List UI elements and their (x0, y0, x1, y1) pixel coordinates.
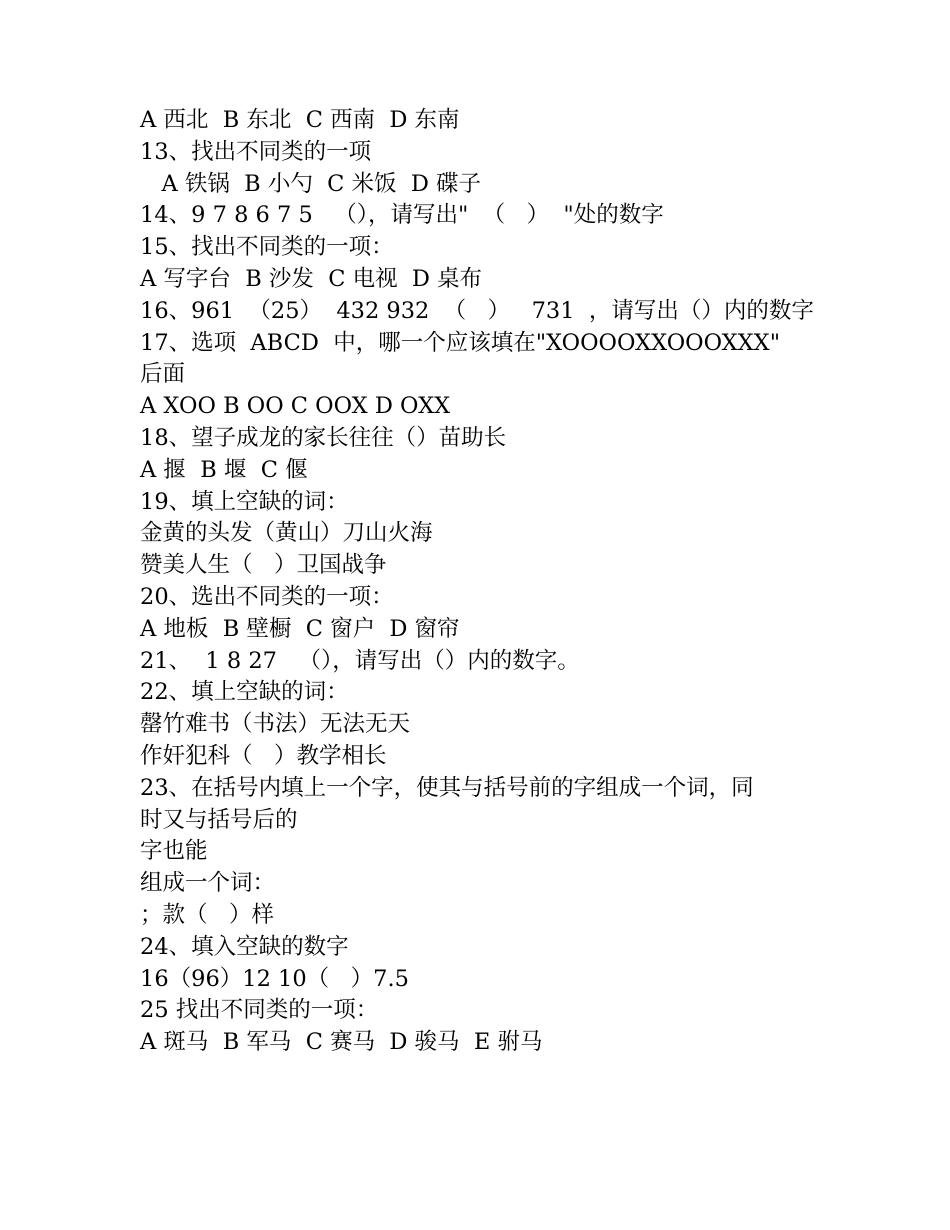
document-body (140, 105, 830, 1059)
question-23-blank: ；款（ ）样 (140, 901, 274, 928)
question-18: 18、望子成龙的家长往往（）苗助长 (140, 424, 507, 451)
question-23-continued-1: 时又与括号后的 (140, 806, 298, 833)
question-19: 19、填上空缺的词： (140, 488, 349, 515)
question-13: 13、找出不同类的一项 (140, 138, 372, 165)
answer-options-line: A 西北 B 东北 C 西南 D 东南 (140, 107, 460, 133)
question-17-options: A XOO B OO C OOX D OXX (140, 393, 451, 420)
question-22-example: 罄竹难书（书法）无法无天 (140, 711, 411, 738)
question-19-blank: 赞美人生（ ）卫国战争 (140, 552, 387, 579)
question-24: 24、填入空缺的数字 (140, 933, 349, 960)
question-23-continued-2: 字也能 (140, 838, 208, 865)
question-17-continued: 后面 (140, 361, 186, 388)
question-23-continued-3: 组成一个词： (140, 870, 276, 897)
question-16: 16、961 （25） 432 932 （ ） 731 ，请写出（）内的数字 (140, 297, 814, 324)
question-22-blank: 作奸犯科（ ）教学相长 (140, 742, 387, 769)
question-15-options: A 写字台 B 沙发 C 电视 D 桌布 (140, 265, 483, 292)
question-21: 21、 1 8 27 （），请写出（）内的数字。 (140, 647, 580, 674)
question-14: 14、9 7 8 6 7 5 （），请写出" （ ） "处的数字 (140, 202, 664, 229)
question-15: 15、找出不同类的一项： (140, 234, 394, 261)
question-13-options: A 铁锅 B 小勺 C 米饭 D 碟子 (140, 170, 482, 197)
question-23: 23、在括号内填上一个字，使其与括号前的字组成一个词，同 (140, 774, 754, 801)
question-20-options: A 地板 B 壁橱 C 窗户 D 窗帘 (140, 615, 460, 642)
question-25: 25 找出不同类的一项： (140, 997, 379, 1024)
question-20: 20、选出不同类的一项： (140, 583, 394, 610)
question-19-example: 金黄的头发（黄山）刀山火海 (140, 520, 433, 547)
question-25-options: A 斑马 B 军马 C 赛马 D 骏马 E 驸马 (140, 1029, 543, 1056)
question-22: 22、填上空缺的词： (140, 679, 349, 706)
question-24-sequence: 16（96）12 10（ ）7.5 (140, 965, 409, 992)
question-18-options: A 揠 B 堰 C 偃 (140, 456, 308, 483)
question-17: 17、选项 ABCD 中，哪一个应该填在"XOOOOXXOOOXXX" (140, 329, 781, 356)
